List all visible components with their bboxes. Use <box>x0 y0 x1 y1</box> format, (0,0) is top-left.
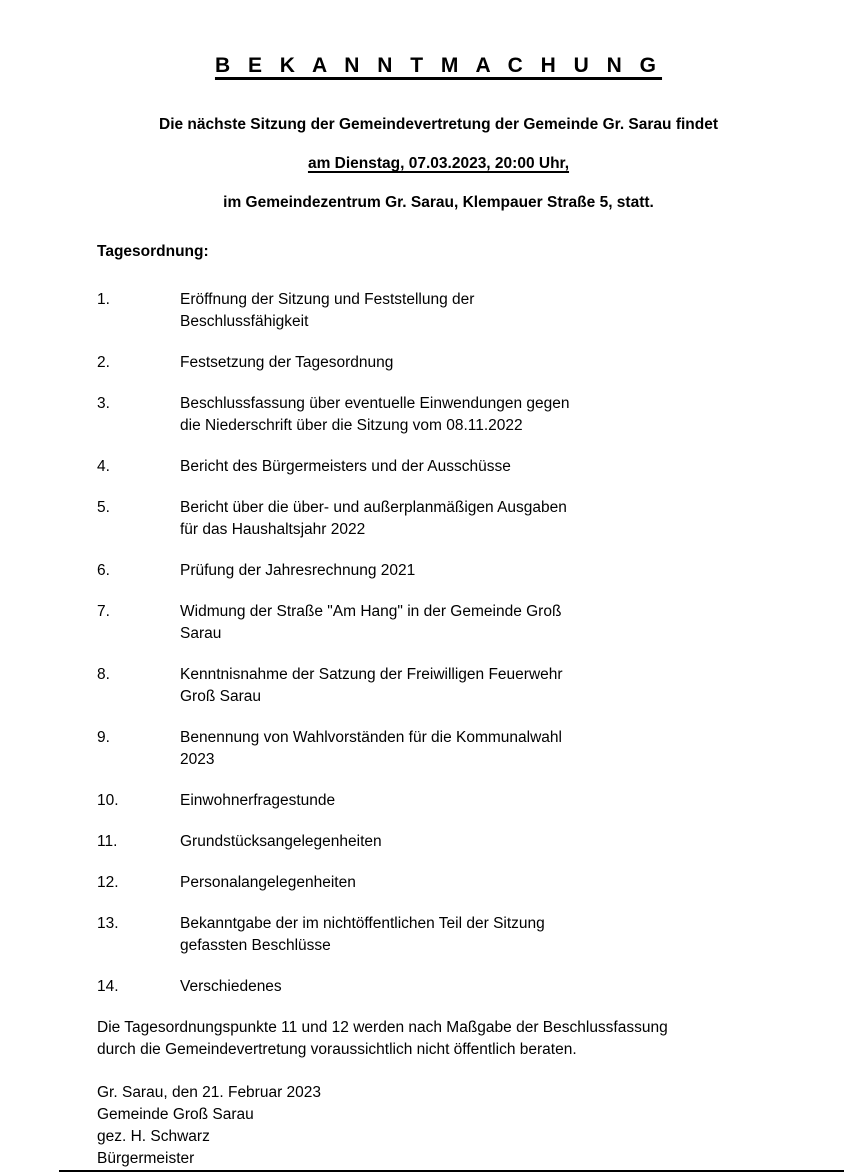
agenda-item-number: 7. <box>97 603 110 620</box>
agenda-item-line: Beschlussfähigkeit <box>180 313 309 330</box>
agenda-item-text <box>180 393 780 437</box>
agenda-item-number: 11. <box>97 833 118 850</box>
agenda-item-line: Kenntnisnahme der Satzung der Freiwilligen Feuerwehr <box>180 666 563 683</box>
agenda-item <box>97 872 780 894</box>
agenda-item-line: Prüfung der Jahresrechnung 2021 <box>180 562 416 579</box>
signature-role: Bürgermeister <box>97 1150 195 1167</box>
agenda-item <box>97 456 780 478</box>
agenda-item-number: 3. <box>97 395 110 412</box>
agenda-item-text <box>180 727 780 771</box>
agenda-item <box>97 790 780 812</box>
agenda-item-line: Benennung von Wahlvorständen für die Kommunalwahl <box>180 729 562 746</box>
agenda-item-line: für das Haushaltsjahr 2022 <box>180 521 366 538</box>
agenda-item-text <box>180 831 780 853</box>
agenda-item-line: Personalangelegenheiten <box>180 874 356 891</box>
agenda-item-text <box>180 289 780 333</box>
agenda-item-number: 4. <box>97 458 110 475</box>
signature-place-date: Gr. Sarau, den 21. Februar 2023 <box>97 1084 322 1101</box>
signature-block <box>97 1082 780 1170</box>
note-line: durch die Gemeindevertretung voraussichtlich nicht öffentlich beraten. <box>97 1041 577 1058</box>
agenda-item-line: Bericht über die über- und außerplanmäßigen Ausgaben <box>180 499 567 516</box>
agenda-item-line: Beschlussfassung über eventuelle Einwendungen gegen <box>180 395 570 412</box>
intro-line-1: Die nächste Sitzung der Gemeindevertretung der Gemeinde Gr. Sarau findet <box>159 116 718 133</box>
agenda-item-text <box>180 352 780 374</box>
agenda-item-text <box>180 913 780 957</box>
agenda-item <box>97 289 780 333</box>
agenda-item <box>97 560 780 582</box>
agenda-item-text <box>180 601 780 645</box>
agenda-item-line: Festsetzung der Tagesordnung <box>180 354 394 371</box>
agenda-item-number: 14. <box>97 978 119 995</box>
agenda-item-text <box>180 790 780 812</box>
page-title: B E K A N N T M A C H U N G <box>214 54 663 77</box>
agenda-item-line: die Niederschrift über die Sitzung vom 08.11.2022 <box>180 417 523 434</box>
agenda-item <box>97 393 780 437</box>
agenda-item-line: Groß Sarau <box>180 688 261 705</box>
agenda-item-line: Widmung der Straße "Am Hang" in der Gemeinde Groß <box>180 603 562 620</box>
agenda-item <box>97 913 780 957</box>
agenda-item-line: Sarau <box>180 625 222 642</box>
agenda-item-number: 8. <box>97 666 110 683</box>
agenda-item-number: 10. <box>97 792 119 809</box>
agenda-list <box>97 289 780 998</box>
agenda-item-line: gefassten Beschlüsse <box>180 937 331 954</box>
agenda-item-number: 13. <box>97 915 119 932</box>
agenda-item-line: Bekanntgabe der im nichtöffentlichen Teil der Sitzung <box>180 915 545 932</box>
signature-signed-by: gez. H. Schwarz <box>97 1128 210 1145</box>
note-line: Die Tagesordnungspunkte 11 und 12 werden nach Maßgabe der Beschlussfassung <box>97 1019 668 1036</box>
agenda-item-text <box>180 497 780 541</box>
agenda-item-number: 1. <box>97 291 110 308</box>
agenda-item-number: 5. <box>97 499 110 516</box>
agenda-item-text <box>180 976 780 998</box>
agenda-item-number: 6. <box>97 562 110 579</box>
agenda-item-line: Grundstücksangelegenheiten <box>180 833 382 850</box>
agenda-item <box>97 831 780 853</box>
agenda-item-line: Einwohnerfragestunde <box>180 792 336 809</box>
agenda-item <box>97 664 780 708</box>
agenda-heading: Tagesordnung: <box>97 243 209 260</box>
page-bottom-rule <box>59 1170 844 1172</box>
intro-line-3-location: im Gemeindezentrum Gr. Sarau, Klempauer Straße 5, statt. <box>223 194 654 211</box>
agenda-item-text <box>180 456 780 478</box>
agenda-item-text <box>180 872 780 894</box>
agenda-item-number: 12. <box>97 874 119 891</box>
agenda-item <box>97 976 780 998</box>
agenda-item <box>97 727 780 771</box>
note-paragraph <box>97 1017 780 1061</box>
agenda-item-text <box>180 560 780 582</box>
agenda-item-line: Verschiedenes <box>180 978 282 995</box>
agenda-item-line: Eröffnung der Sitzung und Feststellung der <box>180 291 475 308</box>
intro-line-2-date-time: am Dienstag, 07.03.2023, 20:00 Uhr, <box>307 155 570 172</box>
agenda-item-line: 2023 <box>180 751 215 768</box>
agenda-item <box>97 352 780 374</box>
agenda-item <box>97 601 780 645</box>
agenda-item-line: Bericht des Bürgermeisters und der Ausschüsse <box>180 458 511 475</box>
agenda-item-number: 9. <box>97 729 110 746</box>
agenda-item-text <box>180 664 780 708</box>
signature-municipality: Gemeinde Groß Sarau <box>97 1106 254 1123</box>
agenda-item-number: 2. <box>97 354 110 371</box>
agenda-item <box>97 497 780 541</box>
